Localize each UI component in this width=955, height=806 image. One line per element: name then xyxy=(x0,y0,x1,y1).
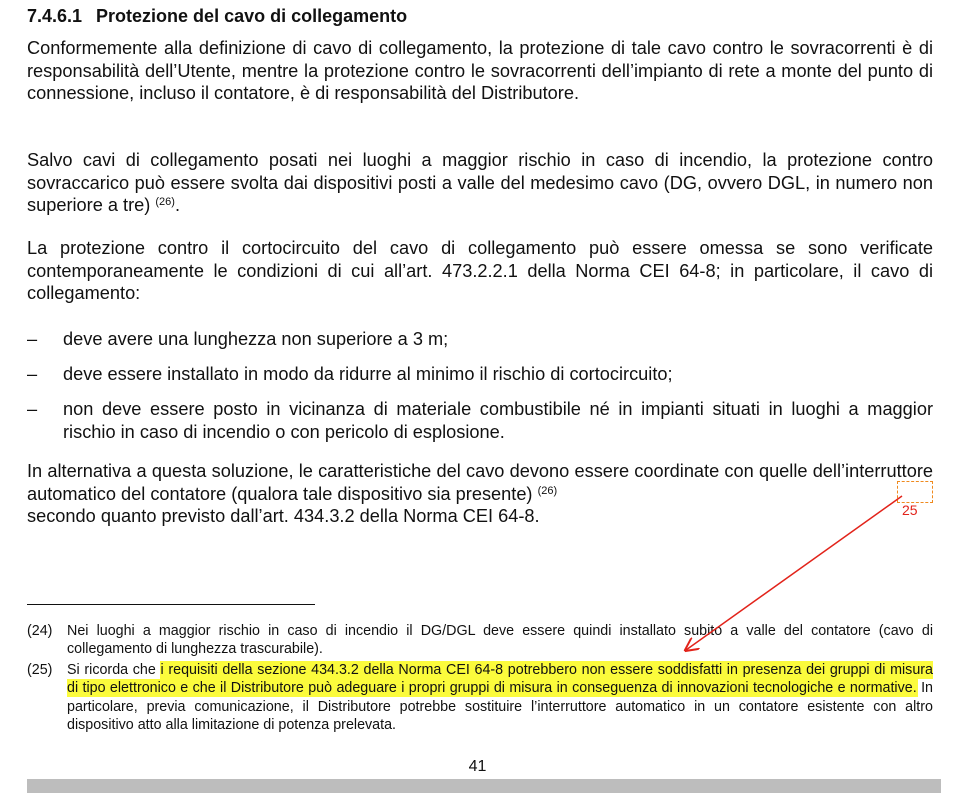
footnote-text-pre: Si ricorda che xyxy=(67,662,156,678)
paragraph-3: La protezione contro il cortocircuito del cavo di collegamento può essere omessa se sono verificate contemporaneamente le condizioni di cui all’art. 473.2.2.1 della Norma CEI 64-8; in particolare, il cavo di collegamento: xyxy=(27,238,933,304)
paragraph-4-text: In alternativa a questa soluzione, le caratteristiche del cavo devono essere coordinate con quelle dell’interruttore automatico del contatore (qualora tale dispositivo sia presente) xyxy=(27,461,933,504)
paragraph-1: Conformemente alla definizione di cavo di collegamento, la protezione di tale cavo contro le sovracorrenti è di responsabilità dell’Utente, mentre la protezione contro le sovracorrenti dell’impianto di rete a monte del punto di connessione, incluso il contatore, è di responsabilità del Distributore. xyxy=(27,38,933,104)
list-dash: – xyxy=(27,399,38,419)
footnote-mark: (25) xyxy=(27,662,53,678)
footnote-text: Nei luoghi a maggior rischio in caso di incendio il DG/DGL deve essere quindi installato subito a valle del contatore (cavo di collegamento di lunghezza trascurabile). xyxy=(67,623,933,658)
list-dash: – xyxy=(27,329,38,349)
footnote-mark: (24) xyxy=(27,623,53,639)
footnote-text-post: In particolare, previa comunicazione, il Distributore potrebbe sostituire l’interruttore automatico in un contatore esistente con altro dispositivo atto alla limitazione di potenza prelevata. xyxy=(67,680,933,733)
paragraph-2-text: Salvo cavi di collegamento posati nei luoghi a maggior rischio in caso di incendio, la protezione contro sovraccarico può essere svolta dai dispositivi posti a valle del medesimo cavo (DG, ovvero DGL, in numero non superiore a tre) xyxy=(27,150,933,216)
paragraph-4-end: secondo quanto previsto dall’art. 434.3.2 della Norma CEI 64-8. xyxy=(27,506,540,527)
list-item-text: deve essere installato in modo da ridurre al minimo il rischio di cortocircuito; xyxy=(63,364,673,384)
list-dash: – xyxy=(27,364,38,384)
paragraph-2-end: . xyxy=(174,195,181,216)
footnote-ref-26[interactable]: (26) xyxy=(155,196,175,209)
annotation-label: 25 xyxy=(902,502,918,518)
highlighted-text[interactable]: i requisiti della sezione 434.3.2 della Norma CEI 64-8 potrebbero non essere soddisfatti in presenza dei gruppi di misura di tipo elettronico e che il Distributore può adeguare i propri gruppi di misura in conseguenza di innovazioni tecnologiche e normative. xyxy=(67,662,933,697)
arrow-line xyxy=(686,496,902,650)
page-number: 41 xyxy=(468,758,487,775)
list-item-text: non deve essere posto in vicinanza di materiale combustibile né in impianti situati in luoghi a maggior rischio in caso di incendio o con pericolo di esplosione. xyxy=(63,399,933,442)
footnote-ref-26-b[interactable]: (26) xyxy=(537,484,558,497)
list-item-text: deve avere una lunghezza non superiore a 3 m; xyxy=(63,329,449,349)
section-number: 7.4.6.1 xyxy=(27,6,83,26)
section-title: Protezione del cavo di collegamento xyxy=(96,6,408,26)
